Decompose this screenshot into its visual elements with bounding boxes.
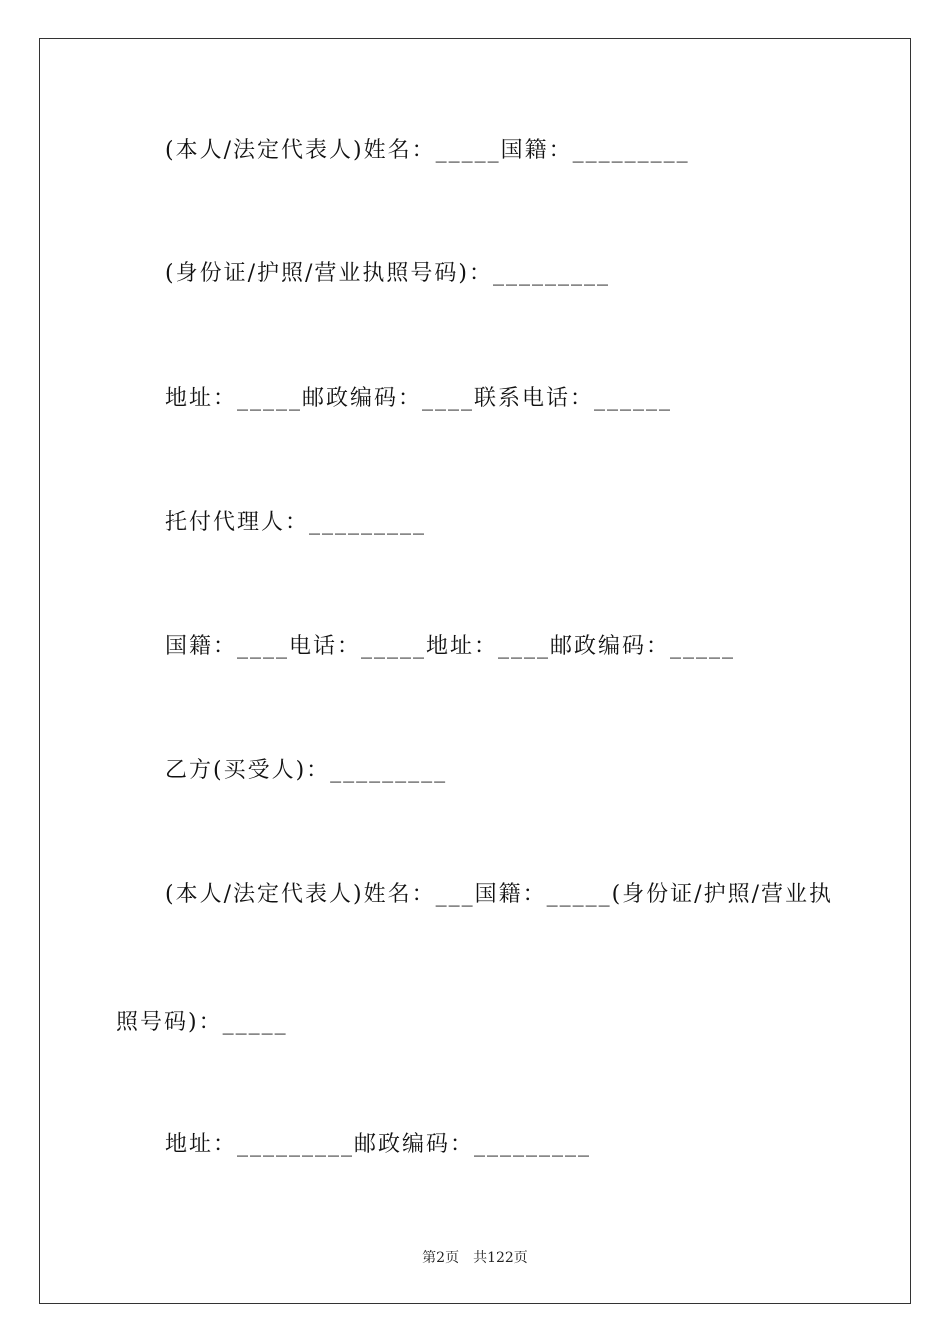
- party-a-address-line: 地址：_____邮政编码：____联系电话：______: [165, 386, 673, 411]
- party-a-id-line: (身份证/护照/营业执照号码)：_________: [165, 261, 610, 286]
- party-b-id-line: 照号码)：_____: [116, 1010, 288, 1035]
- page-frame: [39, 38, 911, 1304]
- party-a-representative-line: (本人/法定代表人)姓名：_____国籍：_________: [165, 138, 690, 163]
- page-number: 第2页 共122页: [422, 1250, 528, 1266]
- party-b-representative-line: (本人/法定代表人)姓名：___国籍：_____(身份证/护照/营业执: [165, 882, 833, 907]
- party-b-address-line: 地址：_________邮政编码：_________: [165, 1132, 592, 1157]
- agent-contact-line: 国籍：____电话：_____地址：____邮政编码：_____: [165, 634, 736, 659]
- agent-line: 托付代理人：_________: [165, 510, 427, 535]
- party-b-line: 乙方(买受人)：_________: [165, 758, 448, 783]
